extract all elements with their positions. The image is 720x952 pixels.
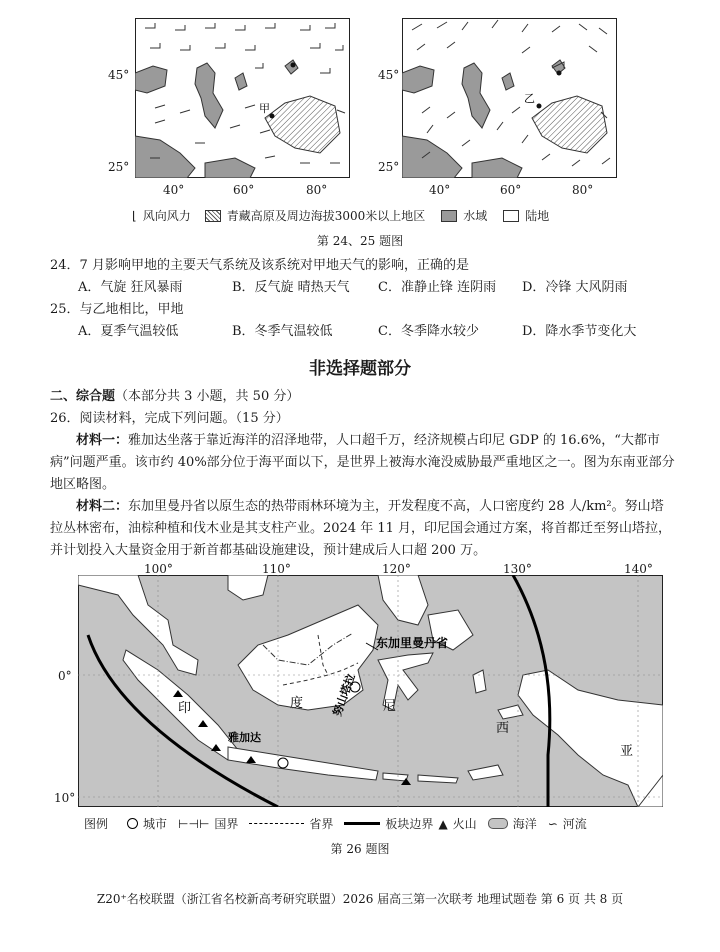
map26-lon-140: 140° bbox=[624, 562, 653, 576]
material1 bbox=[50, 430, 676, 496]
label-xi: 西 bbox=[496, 721, 510, 736]
q26-stem: 26．阅读材料，完成下列问题。（15 分） bbox=[50, 411, 289, 426]
part2-note: （本部分共 3 小题，共 50 分） bbox=[115, 389, 300, 404]
q25-option-c: C．冬季降水较少 bbox=[378, 324, 479, 339]
label-yin: 印 bbox=[178, 701, 192, 716]
point-jia-label: 甲 bbox=[259, 102, 270, 115]
legend-volcano: 火山 bbox=[452, 817, 477, 831]
map26-lat-0: 0° bbox=[58, 669, 72, 683]
province-icon bbox=[249, 823, 304, 824]
material1-text: 雅加达坐落于靠近海洋的沼泽地带，人口超千万，经济规模占印尼 GDP 的 16.6%，“大都市病”问题严重。该市约 40%部分位于海平面以下，是世界上被海水淹没威胁最严重地区之一。图为东南亚部分地区略图。 bbox=[50, 433, 675, 492]
map26-lon-120: 120° bbox=[382, 562, 411, 576]
legend-plateau: 青藏高原及周边海拔3000米以上地区 bbox=[226, 209, 426, 223]
legend-water: 水域 bbox=[463, 209, 488, 223]
land-swatch-icon bbox=[503, 210, 519, 222]
ocean-icon bbox=[488, 818, 508, 829]
q25-option-b: B．冬季气温较低 bbox=[232, 324, 333, 339]
wind-map-right bbox=[402, 18, 617, 178]
q25-stem: 25．与乙地相比，甲地 bbox=[50, 302, 184, 317]
se-asia-map bbox=[78, 575, 663, 807]
page-footer: Z20⁺名校联盟（浙江省名校新高考研究联盟）2026 届高三第一次联考 地理试题卷 第 6 页 共 8 页 bbox=[96, 892, 624, 906]
fig24-legend bbox=[132, 207, 549, 224]
label-ya: 亚 bbox=[620, 744, 634, 759]
fig26-caption: 第 26 题图 bbox=[330, 842, 390, 856]
legend-title: 图例 bbox=[84, 817, 109, 831]
legend-plate: 板块边界 bbox=[385, 817, 434, 831]
fig26-legend bbox=[84, 815, 587, 832]
legend-city: 城市 bbox=[143, 817, 168, 831]
label-jakarta: 雅加达 bbox=[228, 731, 261, 744]
border-icon: ⊢⊣⊢ bbox=[178, 816, 210, 831]
left-lon-80: 80° bbox=[306, 183, 328, 197]
fig24-map-left bbox=[135, 18, 350, 178]
material2 bbox=[50, 496, 676, 562]
map26-lon-130: 130° bbox=[503, 562, 532, 576]
legend-wind: 风向风力 bbox=[142, 209, 191, 223]
material2-text: 东加里曼丹省以原生态的热带雨林环境为主，开发程度不高，人口密度约 28 人/km²。努山塔拉丛林密布，油棕种植和伐木业是其支柱产业。2024 年 11 月，印尼国会通过方案，将首都迁至努山塔拉，并计划投入大量资金用于新首都基础设施建设，预计建成后人口超 200 万。 bbox=[50, 499, 672, 558]
map26-lon-110: 110° bbox=[262, 562, 291, 576]
fig26-map bbox=[78, 575, 663, 807]
plate-icon bbox=[344, 822, 380, 825]
point-label-right: 乙 bbox=[524, 92, 535, 105]
plateau-swatch-icon bbox=[205, 210, 221, 222]
legend-province: 省界 bbox=[309, 817, 334, 831]
right-lon-60: 60° bbox=[500, 183, 522, 197]
wind-map-left bbox=[135, 18, 350, 178]
legend-border: 国界 bbox=[214, 817, 239, 831]
city-jakarta-icon bbox=[278, 758, 288, 768]
q25-option-a: A．夏季气温较低 bbox=[78, 324, 179, 339]
water-swatch-icon bbox=[441, 210, 457, 222]
label-du: 度 bbox=[290, 696, 304, 711]
part2-heading: 二、综合题 bbox=[50, 389, 116, 404]
left-lon-60: 60° bbox=[233, 183, 255, 197]
river-icon: ∽ bbox=[547, 816, 558, 831]
right-lon-80: 80° bbox=[572, 183, 594, 197]
right-lon-40: 40° bbox=[429, 183, 451, 197]
map26-lon-100: 100° bbox=[144, 562, 173, 576]
right-lat-45: 45° bbox=[378, 68, 400, 82]
q24-stem: 24．7 月影响甲地的主要天气系统及该系统对甲地天气的影响，正确的是 bbox=[50, 258, 469, 273]
fig24-caption: 第 24、25 题图 bbox=[316, 234, 404, 248]
volcano-legend-icon: ▲ bbox=[438, 816, 448, 831]
fig24-map-right bbox=[402, 18, 617, 178]
legend-land: 陆地 bbox=[525, 209, 550, 223]
q25-option-d: D．降水季节变化大 bbox=[522, 324, 637, 339]
section-title: 非选择题部分 bbox=[309, 359, 411, 379]
q24-option-b: B．反气旋 晴热天气 bbox=[232, 280, 350, 295]
left-lon-40: 40° bbox=[163, 183, 185, 197]
q24-option-c: C．准静止锋 连阴雨 bbox=[378, 280, 497, 295]
wind-symbol-icon: ⌊ bbox=[132, 208, 137, 223]
material1-label: 材料一： bbox=[76, 433, 129, 448]
part2-heading-line bbox=[50, 388, 299, 406]
city-icon bbox=[127, 818, 138, 829]
map26-lat-10: 10° bbox=[54, 791, 76, 805]
label-east-kalimantan: 东加里曼丹省 bbox=[376, 636, 449, 650]
right-lat-25: 25° bbox=[378, 160, 400, 174]
q24-option-a: A．气旋 狂风暴雨 bbox=[78, 280, 183, 295]
left-lat-45: 45° bbox=[108, 68, 130, 82]
label-nusantara: 努山塔拉 bbox=[330, 672, 358, 719]
left-lat-25: 25° bbox=[108, 160, 130, 174]
material2-label: 材料二： bbox=[76, 499, 129, 514]
legend-river: 河流 bbox=[562, 817, 587, 831]
legend-ocean: 海洋 bbox=[512, 817, 537, 831]
q24-option-d: D．冷锋 大风阴雨 bbox=[522, 280, 628, 295]
label-ni: 尼 bbox=[383, 699, 397, 714]
